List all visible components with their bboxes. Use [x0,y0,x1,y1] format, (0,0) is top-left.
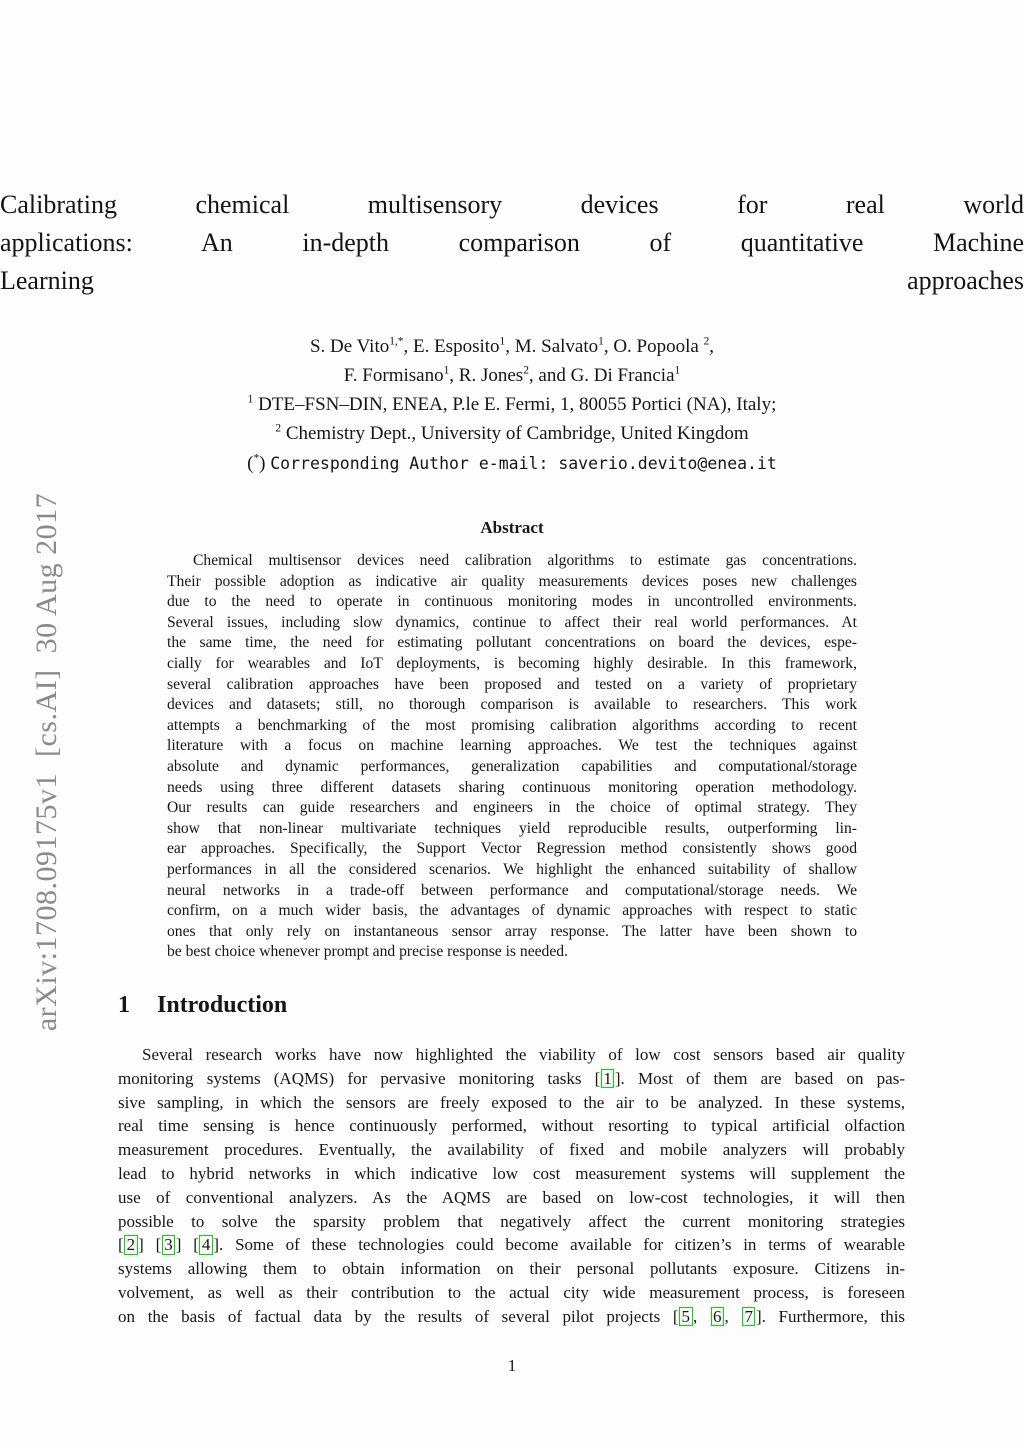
text-line: be best choice whenever prompt and precise response is needed. [167,943,568,961]
citation-ref[interactable]: 5 [679,1307,693,1326]
text-line: possible to solve the sparsity problem that negatively affect the current monitoring strategies [118,1211,905,1231]
section-number: 1 [118,992,130,1018]
text-line: lead to hybrid networks in which indicative low cost measurement systems will supplement the [118,1163,905,1183]
text-line: Their possible adoption as indicative air quality measurements devices poses new challenges [167,572,857,590]
text-line: systems allowing them to obtain information on their personal pollutants exposure. Citizens in- [118,1259,905,1279]
citation-ref[interactable]: 6 [711,1307,725,1326]
text-line: F. Formisano$^1$, R. Jones$^2$, and G. Di Francia$^1$ [343,364,681,386]
section-heading [118,992,287,1019]
citation-ref[interactable]: 4 [199,1235,213,1254]
text-line: cially for wearables and IoT deployments, is becoming highly desirable. In this framework, [167,654,857,672]
text-line: due to the need to operate in continuous monitoring modes in uncontrolled environments. [167,593,857,611]
paper-title [0,186,1024,300]
text-line: sive sampling, in which the sensors are freely exposed to the air to be analyzed. In these systems, [118,1092,905,1112]
citation-ref[interactable]: 1 [601,1069,615,1088]
text-line: monitoring systems (AQMS) for pervasive monitoring tasks [ 1 ]. Most of them are based on pas- [118,1068,905,1088]
text-line: Learning approaches [0,266,1024,295]
abstract-text [167,551,857,963]
text-line: confirm, on a much wider basis, the advantages of dynamic approaches with respect to static [167,902,857,920]
corresponding-email: Corresponding Author e-mail: saverio.devito@enea.it [270,454,777,473]
text-line: attempts a benchmarking of the most promising calibration algorithms according to recent [167,716,857,734]
text-line: show that non-linear multivariate techniques yield reproducible results, outperforming lin- [167,819,857,837]
text-line: measurement procedures. Eventually, the availability of fixed and mobile analyzers will probably [118,1140,905,1160]
text-line: volvement, as well as their contribution to the actual city wide measurement process, is foreseen [118,1282,905,1302]
text-line: $^2$ Chemistry Dept., University of Cambridge, United Kingdom [275,422,749,444]
author-lines [0,332,1024,448]
text-line: [ 2 ] [ 3 ] [ 4 ]. Some of these technologies could become available for citizen’s in terms of wearable [118,1235,906,1255]
introduction-text [118,1043,905,1329]
text-line: literature with a focus on machine learning approaches. We test the techniques against [167,737,857,755]
text-line: Several research works have now highlighted the viability of low cost sensors based air quality [142,1045,905,1064]
text-line: Our results can guide researchers and engineers in the choice of optimal strategy. They [167,799,857,817]
citation-ref[interactable]: 7 [742,1307,756,1326]
text-line: absolute and dynamic performances, generalization capabilities and computational/storage [167,757,857,775]
text-line: applications: An in-depth comparison of quantitative Machine [0,228,1024,257]
text-line: S. De Vito$^{1,*}$, E. Esposito$^1$, M. Salvato$^1$, O. Popoola $^2$, [309,335,715,357]
author-block [0,332,1024,478]
citation-ref[interactable]: 3 [162,1235,176,1254]
text-line: real time sensing is hence continuously performed, without resorting to typical artificial olfaction [118,1116,905,1136]
text-line: the same time, the need for estimating pollutant concentrations on board the devices, espe- [167,634,857,652]
text-line: $^1$ DTE–FSN–DIN, ENEA, P.le E. Fermi, 1, 80055 Portici (NA), Italy; [247,393,777,415]
arxiv-watermark: arXiv:1708.09175v1 [cs.AI] 30 Aug 2017 [30,492,63,1032]
text-line: ones that only rely on instantaneous sensor array response. The latter have been shown to [167,922,857,940]
text-line: Calibrating chemical multisensory devices for real world [0,190,1024,219]
text-line: performances in all the considered scenarios. We highlight the enhanced suitability of shallow [167,860,857,878]
corresponding-author-line [0,449,1024,478]
corresponding-star: (*) [247,452,271,474]
text-line: ear approaches. Specifically, the Support Vector Regression method consistently shows good [167,840,857,858]
section-title: Introduction [157,992,288,1018]
text-line: Chemical multisensor devices need calibration algorithms to estimate gas concentrations. [193,552,857,569]
text-line: on the basis of factual data by the results of several pilot projects [ 5 , 6 , 7 ]. Furthermore, this [118,1306,906,1326]
text-line: use of conventional analyzers. As the AQMS are based on low-cost technologies, it will then [118,1187,905,1207]
abstract-heading: Abstract [480,518,544,537]
page-number: 1 [507,1356,517,1375]
text-line: Several issues, including slow dynamics, continue to affect their real world performances. At [167,613,857,631]
text-line: devices and datasets; still, no thorough comparison is available to researchers. This work [167,696,857,714]
text-line: neural networks in a trade-off between performance and computational/storage needs. We [167,881,857,899]
citation-ref[interactable]: 2 [124,1235,138,1254]
text-line: several calibration approaches have been proposed and tested on a variety of proprietary [167,675,857,693]
text-line: needs using three different datasets sharing continuous monitoring operation methodology. [167,778,857,796]
